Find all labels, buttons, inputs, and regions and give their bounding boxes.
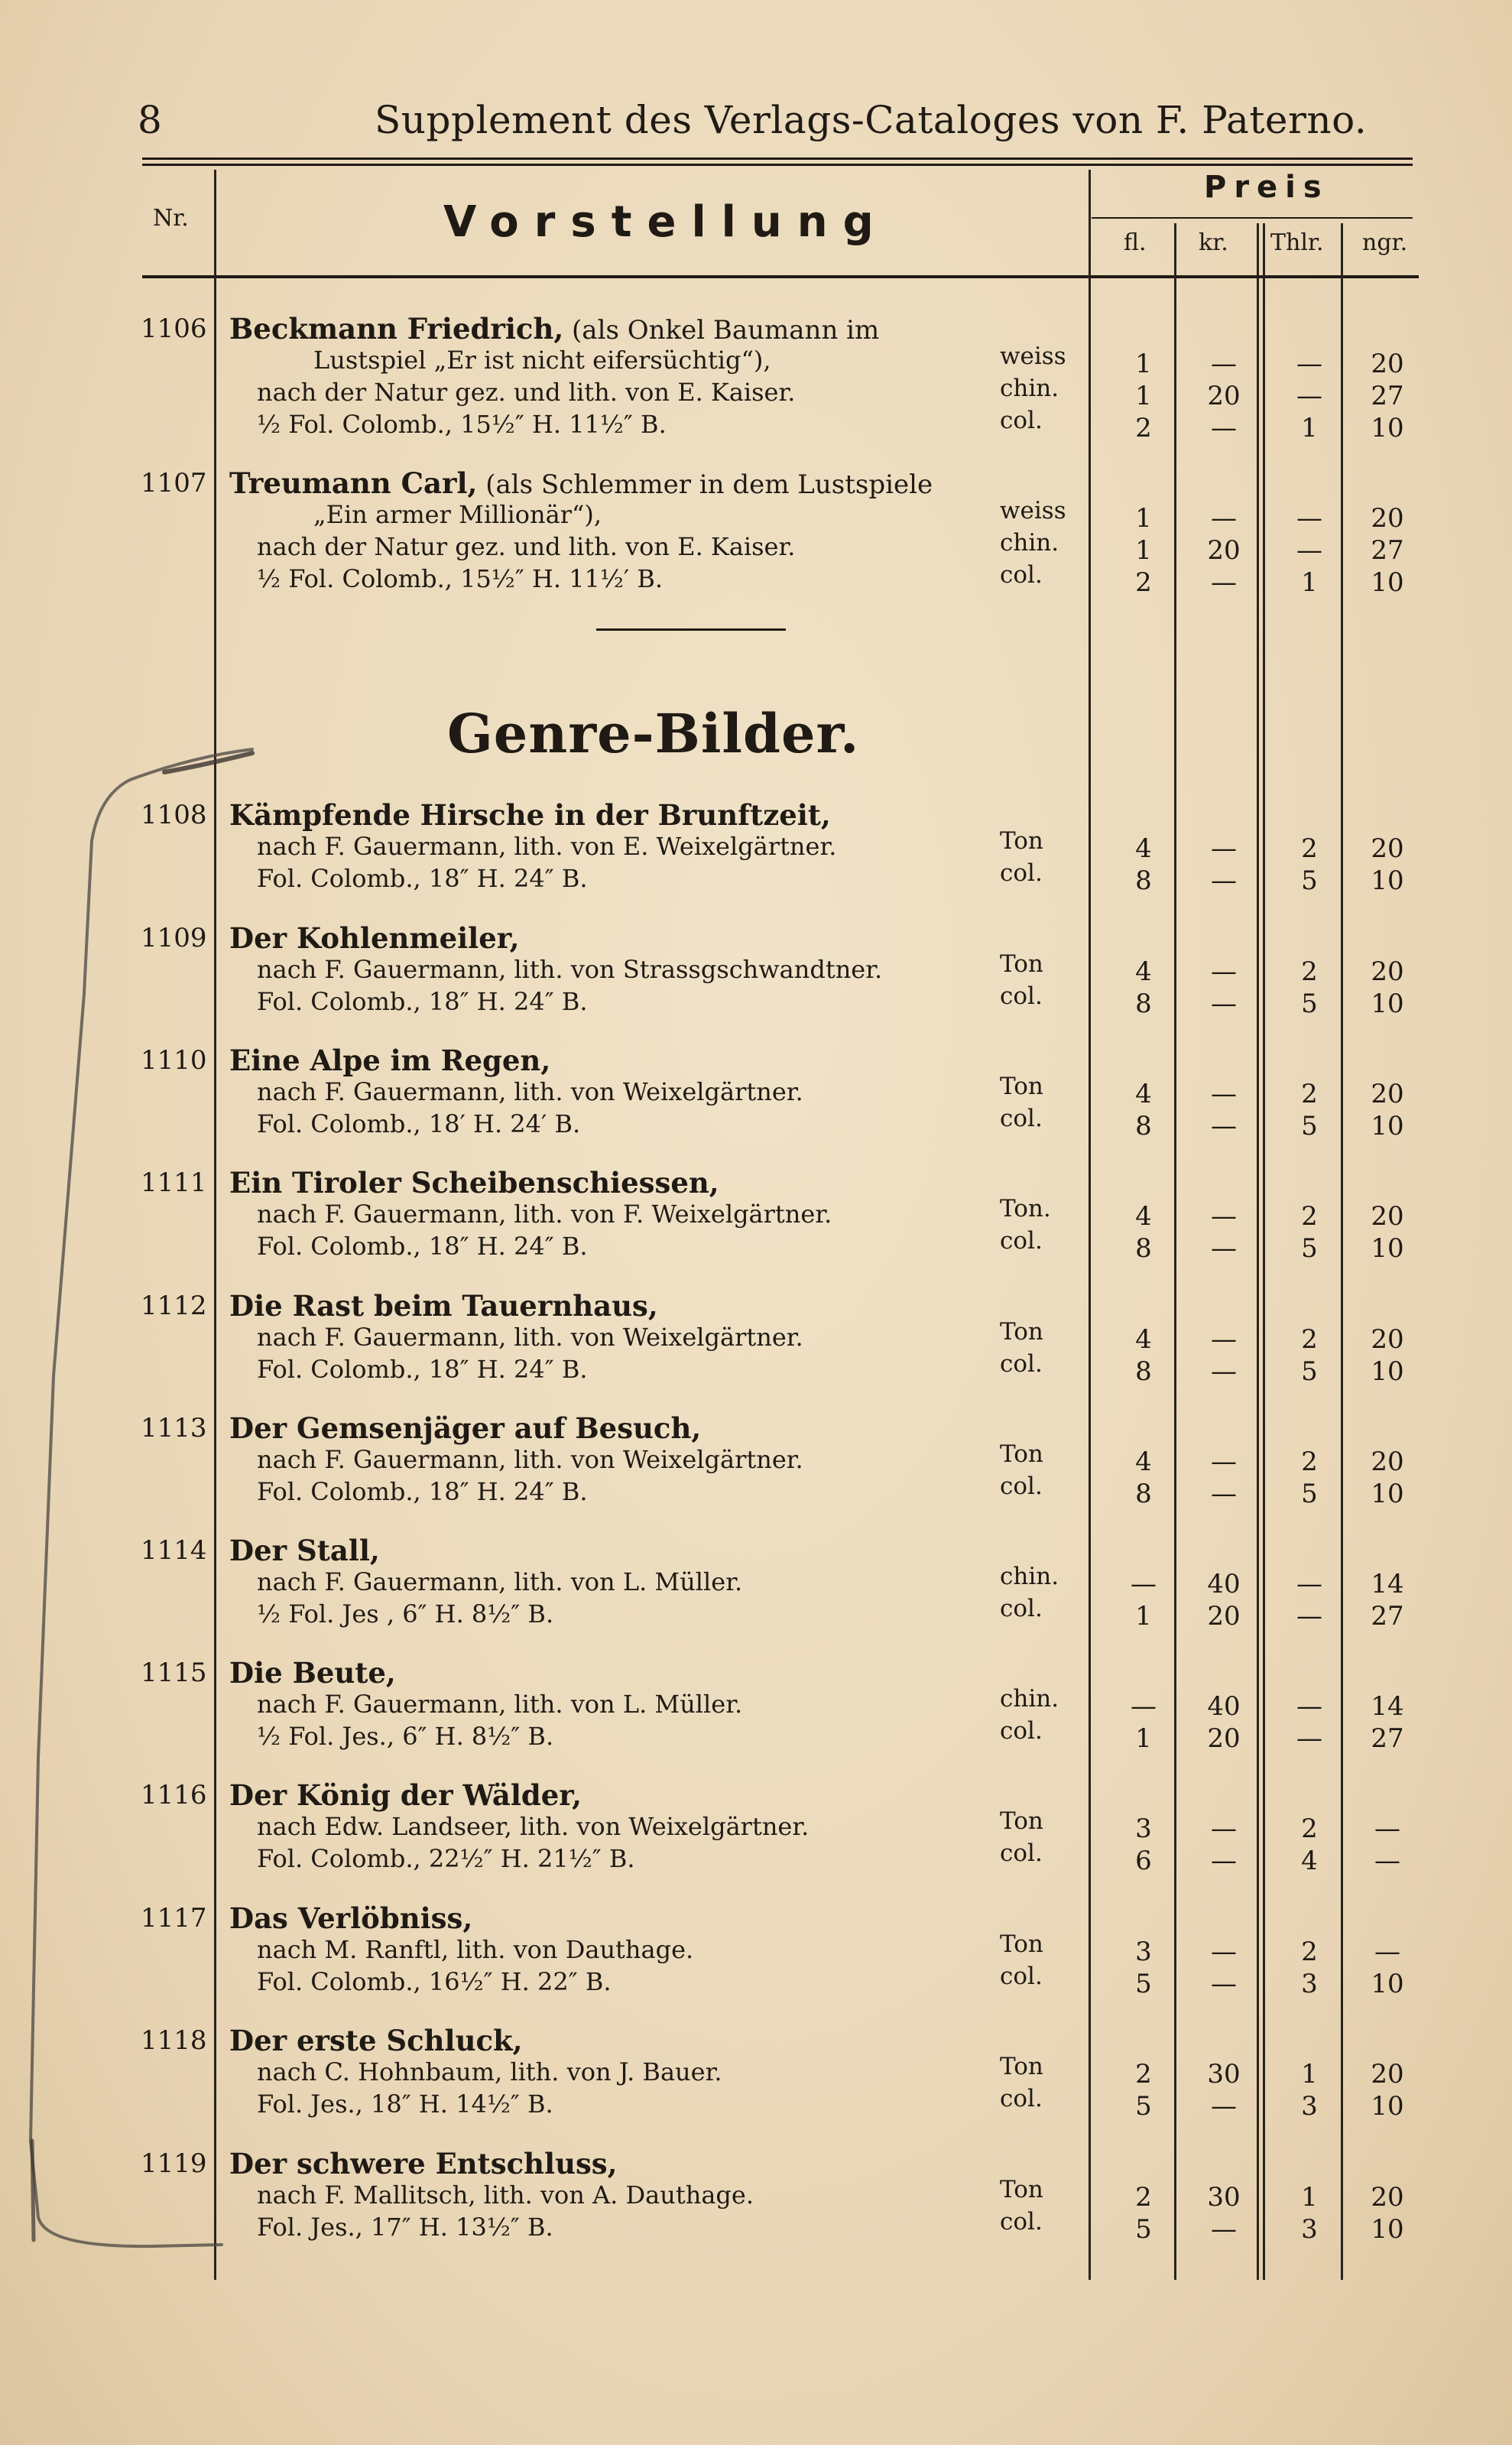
entry-detail-line: Fol. Colomb., 18′ H. 24′ B. — [257, 1109, 581, 1138]
price-kind: col. — [1000, 1105, 1043, 1132]
price-kr: — — [1211, 1813, 1237, 1844]
entry-detail-line: „Ein armer Millionär“), — [313, 500, 602, 529]
price-ngr: 10 — [1371, 1233, 1404, 1264]
price-kr: — — [1211, 567, 1237, 598]
entry-detail-line: Lustspiel „Er ist nicht eifersüchtig“), — [313, 346, 771, 375]
price-kind: col. — [1000, 1839, 1043, 1867]
price-ngr: 10 — [1371, 865, 1404, 896]
price-fl: 1 — [1135, 1601, 1152, 1632]
price-ngr: 20 — [1371, 1201, 1404, 1232]
entry-detail-line: nach F. Mallitsch, lith. von A. Dauthage. — [257, 2180, 754, 2210]
price-ngr: 20 — [1371, 956, 1404, 987]
price-kr: 20 — [1207, 1723, 1241, 1754]
entry-title-text: Eine Alpe im Regen, — [229, 1044, 551, 1077]
entry-title-note: (als Schlemmer in dem Lustspiele — [477, 469, 933, 500]
price-kr: — — [1211, 503, 1237, 534]
price-fl: 4 — [1135, 833, 1152, 864]
price-kr: — — [1211, 2091, 1237, 2122]
price-thlr: — — [1296, 381, 1322, 411]
price-kind: col. — [1000, 1473, 1043, 1500]
price-kr: — — [1211, 1111, 1237, 1141]
price-kind: col. — [1000, 982, 1043, 1010]
price-thlr: 3 — [1301, 2091, 1318, 2122]
entry-detail-line: nach F. Gauermann, lith. von L. Müller. — [257, 1567, 743, 1596]
price-ngr: 27 — [1371, 381, 1404, 411]
entry-number: 1118 — [141, 2025, 207, 2056]
price-kind: Ton — [1000, 1807, 1043, 1835]
entry-number: 1112 — [141, 1291, 207, 1321]
price-thlr: — — [1296, 535, 1322, 566]
price-kind: Ton — [1000, 1073, 1043, 1100]
entry-detail-line: Fol. Colomb., 22½″ H. 21½″ B. — [257, 1844, 635, 1873]
price-kr: — — [1211, 1233, 1237, 1264]
price-ngr: 10 — [1371, 567, 1404, 598]
price-kind: chin. — [1000, 1685, 1059, 1713]
entry-number: 1108 — [141, 800, 207, 830]
price-kr: — — [1211, 413, 1237, 443]
price-kr: — — [1211, 1447, 1237, 1477]
price-kr: — — [1211, 1201, 1237, 1232]
price-kind: Ton — [1000, 827, 1043, 855]
price-fl: — — [1131, 1691, 1157, 1722]
entry-title-text: Die Beute, — [229, 1656, 396, 1690]
price-fl: 8 — [1135, 1356, 1152, 1387]
column-header-nr: Nr. — [153, 205, 189, 232]
price-thlr: 3 — [1301, 1969, 1318, 1999]
price-thlr: 1 — [1301, 567, 1318, 598]
price-ngr: 10 — [1371, 1356, 1404, 1387]
entry-detail-line: nach F. Gauermann, lith. von Weixelgärtner. — [257, 1077, 803, 1106]
entry-detail-line: nach F. Gauermann, lith. von F. Weixelgärtner. — [257, 1200, 832, 1229]
price-thlr: 5 — [1301, 1479, 1318, 1509]
entry-title-text: Der Stall, — [229, 1534, 380, 1567]
price-thlr: 3 — [1301, 2214, 1318, 2245]
entry-title-text: Das Verlöbniss, — [229, 1901, 473, 1935]
price-fl: 3 — [1135, 1813, 1152, 1844]
entry-detail-line: Fol. Colomb., 16½″ H. 22″ B. — [257, 1967, 612, 1996]
entry-number: 1116 — [141, 1780, 207, 1810]
price-kr: — — [1211, 1937, 1237, 1967]
price-kr: — — [1211, 1846, 1237, 1876]
price-fl: 1 — [1135, 535, 1152, 566]
price-ngr: 20 — [1371, 833, 1404, 864]
price-fl: 8 — [1135, 865, 1152, 896]
price-kr: — — [1211, 833, 1237, 864]
entry-detail-line: ½ Fol. Colomb., 15½″ H. 11½″ B. — [257, 410, 667, 439]
price-thlr: 1 — [1301, 413, 1318, 443]
price-kind: col. — [1000, 2085, 1043, 2112]
entry-detail-line: nach der Natur gez. und lith. von E. Kaiser. — [257, 532, 796, 561]
entry-detail-line: nach M. Ranftl, lith. von Dauthage. — [257, 1935, 694, 1964]
entry-detail-line: nach F. Gauermann, lith. von Weixelgärtner. — [257, 1445, 803, 1474]
price-fl: 1 — [1135, 381, 1152, 411]
price-kind: col. — [1000, 1227, 1043, 1255]
price-kind: Ton — [1000, 2176, 1043, 2203]
price-kind: Ton — [1000, 1930, 1043, 1958]
price-thlr: 2 — [1301, 1813, 1318, 1844]
price-ngr: 10 — [1371, 1969, 1404, 1999]
entry-detail-line: Fol. Colomb., 18″ H. 24″ B. — [257, 987, 588, 1016]
price-ngr: 10 — [1371, 1111, 1404, 1141]
price-kr: 30 — [1207, 2182, 1241, 2213]
entry-detail-line: Fol. Colomb., 18″ H. 24″ B. — [257, 1232, 588, 1261]
price-kind: chin. — [1000, 375, 1059, 402]
price-kind: weiss — [1000, 497, 1066, 524]
price-thlr: 2 — [1301, 1201, 1318, 1232]
price-ngr: — — [1374, 1813, 1400, 1844]
price-thlr: 5 — [1301, 1233, 1318, 1264]
price-fl: — — [1131, 1569, 1157, 1599]
price-fl: 3 — [1135, 1937, 1152, 1967]
price-ngr: 20 — [1371, 2182, 1404, 2213]
price-fl: 2 — [1135, 567, 1152, 598]
column-header-vorstellung: Vorstellung — [443, 197, 889, 247]
price-fl: 8 — [1135, 1479, 1152, 1509]
price-kr: — — [1211, 1356, 1237, 1387]
price-ngr: — — [1374, 1937, 1400, 1967]
price-ngr: 10 — [1371, 989, 1404, 1019]
price-thlr: 2 — [1301, 1447, 1318, 1477]
entry-detail-line: nach Edw. Landseer, lith. von Weixelgärtner. — [257, 1812, 810, 1841]
entry-title-text: Kämpfende Hirsche in der Brunftzeit, — [229, 798, 831, 832]
price-ngr: 20 — [1371, 1447, 1404, 1477]
price-kr: — — [1211, 1324, 1237, 1355]
entry-title-text: Der Gemsenjäger auf Besuch, — [229, 1411, 702, 1445]
price-kr: — — [1211, 865, 1237, 896]
price-thlr: 5 — [1301, 865, 1318, 896]
entry-detail-line: ½ Fol. Colomb., 15½″ H. 11½′ B. — [257, 564, 664, 593]
price-thlr: 5 — [1301, 989, 1318, 1019]
price-fl: 5 — [1135, 2091, 1152, 2122]
price-fl: 4 — [1135, 1079, 1152, 1109]
column-header-preis: Preis — [1204, 170, 1329, 205]
price-kind: chin. — [1000, 1563, 1059, 1590]
price-kind: col. — [1000, 1963, 1043, 1990]
entry-number: 1115 — [141, 1658, 207, 1688]
price-kr: 20 — [1207, 535, 1241, 566]
entry-number: 1106 — [141, 313, 207, 344]
entry-detail-line: nach F. Gauermann, lith. von L. Müller. — [257, 1690, 743, 1719]
entry-title-text: Der König der Wälder, — [229, 1778, 582, 1812]
price-kind: col. — [1000, 1595, 1043, 1622]
column-header-ngr: ngr. — [1362, 229, 1408, 256]
entry-detail-line: nach F. Gauermann, lith. von E. Weixelgärtner. — [257, 832, 837, 861]
price-fl: 8 — [1135, 1233, 1152, 1264]
price-thlr: — — [1296, 1601, 1322, 1632]
price-fl: 8 — [1135, 989, 1152, 1019]
price-kind: col. — [1000, 407, 1043, 434]
price-fl: 5 — [1135, 1969, 1152, 1999]
entry-detail-line: ½ Fol. Jes., 6″ H. 8½″ B. — [257, 1722, 554, 1751]
price-kr: — — [1211, 2214, 1237, 2245]
price-fl: 5 — [1135, 2214, 1152, 2245]
price-thlr: 5 — [1301, 1111, 1318, 1141]
price-kr: — — [1211, 956, 1237, 987]
price-fl: 4 — [1135, 956, 1152, 987]
entry-number: 1113 — [141, 1413, 207, 1443]
price-ngr: 27 — [1371, 1601, 1404, 1632]
price-thlr: — — [1296, 1723, 1322, 1754]
price-thlr: 1 — [1301, 2059, 1318, 2089]
entry-title-text: Der Kohlenmeiler, — [229, 921, 520, 955]
price-kr: 30 — [1207, 2059, 1241, 2089]
price-fl: 4 — [1135, 1447, 1152, 1477]
entry-number: 1111 — [141, 1167, 207, 1198]
entry-detail-line: nach F. Gauermann, lith. von Strassgschwandtner. — [257, 955, 883, 984]
price-ngr: 14 — [1371, 1691, 1404, 1722]
column-header-kr: kr. — [1199, 229, 1228, 256]
entry-title-text: Der schwere Entschluss, — [229, 2147, 618, 2180]
price-kind: Ton — [1000, 1440, 1043, 1468]
price-kind: col. — [1000, 2208, 1043, 2236]
entry-detail-line: ½ Fol. Jes , 6″ H. 8½″ B. — [257, 1599, 554, 1628]
entry-title-text: Ein Tiroler Scheibenschiessen, — [229, 1166, 719, 1200]
entry-detail-line: Fol. Colomb., 18″ H. 24″ B. — [257, 1355, 588, 1384]
entry-detail-line: nach der Natur gez. und lith. von E. Kaiser. — [257, 378, 796, 407]
price-ngr: 14 — [1371, 1569, 1404, 1599]
price-thlr: 5 — [1301, 1356, 1318, 1387]
price-kind: Ton — [1000, 1318, 1043, 1346]
entry-detail-line: Fol. Jes., 18″ H. 14½″ B. — [257, 2089, 553, 2119]
running-title: Supplement des Verlags-Cataloges von F. Paterno. — [375, 98, 1368, 142]
price-kr: 40 — [1207, 1569, 1241, 1599]
column-header-fl: fl. — [1124, 229, 1147, 256]
entry-detail-line: Fol. Jes., 17″ H. 13½″ B. — [257, 2213, 553, 2242]
entry-title-note: (als Onkel Baumann im — [563, 315, 880, 346]
price-ngr: 10 — [1371, 2214, 1404, 2245]
price-thlr: 2 — [1301, 1937, 1318, 1967]
entry-number: 1114 — [141, 1535, 207, 1566]
price-kr: — — [1211, 1479, 1237, 1509]
entry-detail-line: Fol. Colomb., 18″ H. 24″ B. — [257, 864, 588, 893]
price-ngr: 10 — [1371, 1479, 1404, 1509]
entry-detail-line: nach F. Gauermann, lith. von Weixelgärtner. — [257, 1323, 803, 1352]
price-kind: chin. — [1000, 529, 1059, 557]
price-ngr: 20 — [1371, 349, 1404, 379]
price-fl: 1 — [1135, 1723, 1152, 1754]
price-ngr: 20 — [1371, 1079, 1404, 1109]
price-fl: 4 — [1135, 1324, 1152, 1355]
page-number: 8 — [138, 98, 162, 142]
section-title: Genre-Bilder. — [447, 702, 860, 765]
price-kind: weiss — [1000, 343, 1066, 370]
price-fl: 1 — [1135, 349, 1152, 379]
price-kr: 40 — [1207, 1691, 1241, 1722]
entry-detail-line: nach C. Hohnbaum, lith. von J. Bauer. — [257, 2057, 722, 2086]
price-kr: 20 — [1207, 1601, 1241, 1632]
price-thlr: 4 — [1301, 1846, 1318, 1876]
price-thlr: — — [1296, 1691, 1322, 1722]
price-thlr: 2 — [1301, 1324, 1318, 1355]
price-ngr: 20 — [1371, 1324, 1404, 1355]
column-header-thlr: Thlr. — [1270, 229, 1324, 256]
entry-title-text: Der erste Schluck, — [229, 2024, 523, 2057]
price-fl: 2 — [1135, 413, 1152, 443]
price-kind: Ton. — [1000, 1195, 1051, 1222]
entry-detail-line: Fol. Colomb., 18″ H. 24″ B. — [257, 1477, 588, 1506]
price-kr: — — [1211, 989, 1237, 1019]
price-fl: 8 — [1135, 1111, 1152, 1141]
price-kind: col. — [1000, 1717, 1043, 1745]
entry-title-text: Treumann Carl, — [229, 466, 478, 500]
entry-number: 1119 — [141, 2148, 207, 2179]
price-kind: col. — [1000, 561, 1043, 589]
entry-number: 1117 — [141, 1903, 207, 1934]
price-fl: 6 — [1135, 1846, 1152, 1876]
price-thlr: 1 — [1301, 2182, 1318, 2213]
price-ngr: 20 — [1371, 2059, 1404, 2089]
price-kr: — — [1211, 1079, 1237, 1109]
price-thlr: 2 — [1301, 956, 1318, 987]
price-fl: 1 — [1135, 503, 1152, 534]
price-ngr: 10 — [1371, 2091, 1404, 2122]
price-kr: 20 — [1207, 381, 1241, 411]
price-kind: Ton — [1000, 2053, 1043, 2080]
price-ngr: 20 — [1371, 503, 1404, 534]
price-ngr: 10 — [1371, 413, 1404, 443]
price-fl: 4 — [1135, 1201, 1152, 1232]
entry-number: 1109 — [141, 923, 207, 953]
price-thlr: 2 — [1301, 1079, 1318, 1109]
price-kr: — — [1211, 1969, 1237, 1999]
price-fl: 2 — [1135, 2182, 1152, 2213]
price-thlr: — — [1296, 349, 1322, 379]
price-kr: — — [1211, 349, 1237, 379]
price-kind: col. — [1000, 859, 1043, 887]
entry-title-text: Beckmann Friedrich, — [229, 312, 564, 346]
entry-title-text: Die Rast beim Tauernhaus, — [229, 1289, 658, 1323]
entry-number: 1110 — [141, 1045, 207, 1076]
price-kind: Ton — [1000, 950, 1043, 978]
price-ngr: 27 — [1371, 535, 1404, 566]
price-fl: 2 — [1135, 2059, 1152, 2089]
price-thlr: — — [1296, 503, 1322, 534]
price-thlr: 2 — [1301, 833, 1318, 864]
price-ngr: — — [1374, 1846, 1400, 1876]
price-kind: col. — [1000, 1350, 1043, 1378]
price-thlr: — — [1296, 1569, 1322, 1599]
price-ngr: 27 — [1371, 1723, 1404, 1754]
entry-number: 1107 — [141, 468, 207, 498]
